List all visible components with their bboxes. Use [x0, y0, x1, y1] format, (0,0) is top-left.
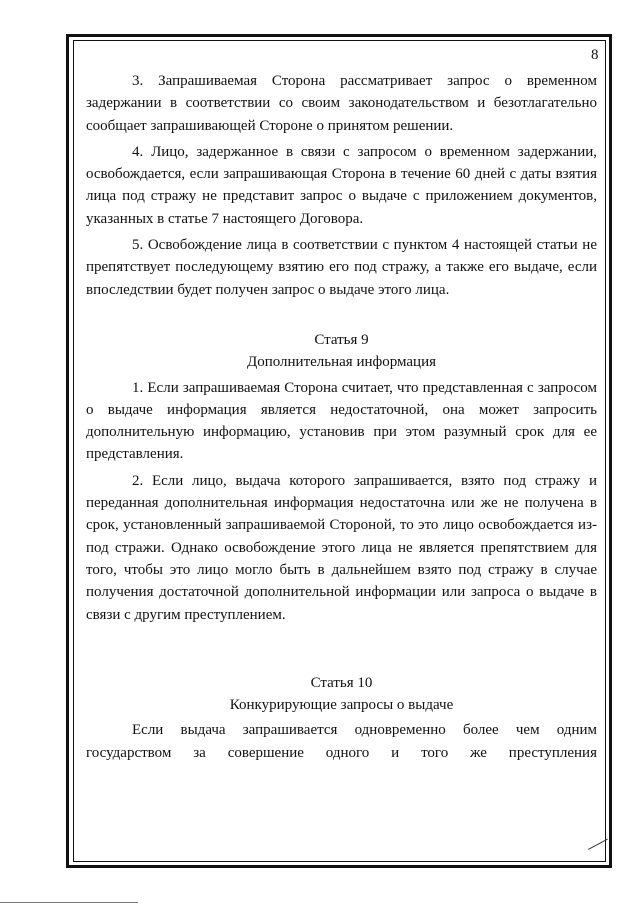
article-10-paragraph: Если выдача запрашивается одновременно более чем одним государством за совершение одного и того же преступления [86, 722, 597, 761]
bottom-rule [0, 902, 138, 903]
paragraph-5: 5. Освобождение лица в соответствии с пунктом 4 настоящей статьи не препятствует последующему взятию его под стражу, а также его выдаче, если впоследствии будет получен запрос о выдаче этого лица. [86, 237, 597, 298]
document-body [86, 70, 597, 768]
article-9-title: Статья 9 [314, 331, 369, 348]
article-10-subtitle: Конкурирующие запросы о выдаче [229, 697, 454, 714]
article-10-title: Статья 10 [310, 674, 373, 691]
article-9-paragraph-2: 2. Если лицо, выдача которого запрашивается, взято под стражу и переданная дополнительная информация недостаточна или же не получена в срок, установленный запрашиваемой Стороной, то это лицо освобождается из-под стражи. Однако освобождение этого лица не является препятствием для того, чтобы это лицо могло быть в дальнейшем взято под стражу в случае получения достаточной дополнительной информации или запроса о выдаче в связи с другим преступлением. [86, 472, 597, 623]
page-number: 8 [591, 47, 599, 63]
article-9-subtitle: Дополнительная информация [246, 354, 437, 371]
article-9-paragraph-1: 1. Если запрашиваемая Сторона считает, что представленная с запросом о выдаче информация является недостаточной, она может запросить дополнительную информацию, установив при этом разумный срок для ее представления. [86, 379, 597, 463]
paragraph-4: 4. Лицо, задержанное в связи с запросом о временном задержании, освобождается, если запрашивающая Сторона в течение 60 дней с даты взятия лица под стражу не представит запрос о выдаче с приложением документов, указанных в статье 7 настоящего Договора. [86, 143, 597, 227]
paragraph-3: 3. Запрашиваемая Сторона рассматривает запрос о временном задержании в соответствии со своим законодательством и безотлагательно сообщает запрашивающей Стороне о принятом решении. [86, 73, 597, 134]
